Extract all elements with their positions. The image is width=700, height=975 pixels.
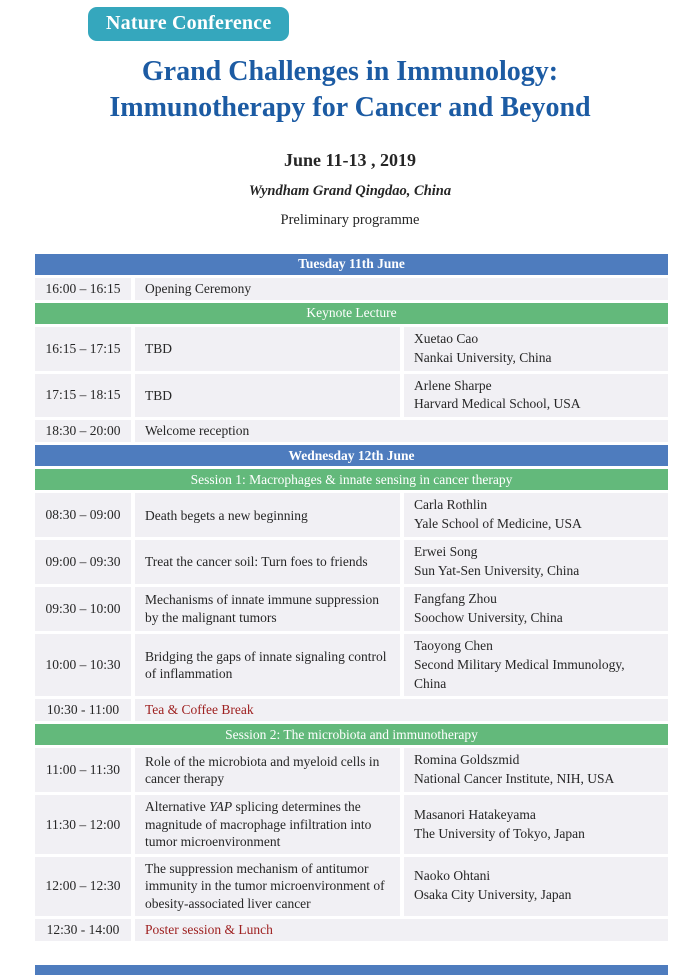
time-cell: 09:00 – 09:30 bbox=[35, 540, 131, 584]
schedule-row-talk bbox=[35, 857, 668, 916]
speaker-name: Romina Goldszmid bbox=[414, 752, 520, 768]
speaker-cell bbox=[404, 634, 668, 697]
speaker-cell bbox=[404, 374, 668, 418]
schedule-row-poster-session-lunch bbox=[35, 919, 668, 941]
page-title bbox=[0, 54, 700, 127]
page-title-line-1: Grand Challenges in Immunology: bbox=[141, 56, 559, 87]
schedule-row-talk bbox=[35, 795, 668, 854]
speaker-affiliation: National Cancer Institute, NIH, USA bbox=[414, 771, 615, 787]
schedule-row-keynote-2 bbox=[35, 374, 668, 418]
talk-title bbox=[145, 798, 390, 851]
talk-title-cell bbox=[135, 493, 400, 537]
talk-title-gene-name: YAP bbox=[209, 799, 233, 815]
conference-dates: June 11-13 , 2019 bbox=[283, 149, 416, 170]
event-cell bbox=[135, 278, 668, 300]
speaker-cell bbox=[404, 795, 668, 854]
time-cell: 16:15 – 17:15 bbox=[35, 327, 131, 371]
time-cell: 08:30 – 09:00 bbox=[35, 493, 131, 537]
page-title-line-2: Immunotherapy for Cancer and Beyond bbox=[109, 92, 591, 124]
talk-title: TBD bbox=[145, 387, 172, 403]
speaker-cell bbox=[404, 748, 668, 792]
speaker-name: Fangfang Zhou bbox=[414, 590, 497, 606]
speaker-cell bbox=[404, 493, 668, 537]
schedule-row-keynote-1 bbox=[35, 327, 668, 371]
schedule-row-talk bbox=[35, 587, 668, 631]
speaker-cell bbox=[404, 327, 668, 371]
talk-title-cell bbox=[135, 587, 400, 631]
session-header-keynote: Keynote Lecture bbox=[35, 303, 668, 324]
speaker-cell bbox=[404, 857, 668, 916]
event-cell bbox=[135, 919, 668, 941]
speaker-name: Masanori Hatakeyama bbox=[414, 806, 536, 822]
talk-title: Bridging the gaps of innate signaling control of inflammation bbox=[145, 648, 387, 682]
speaker-affiliation: Sun Yat-Sen University, China bbox=[414, 563, 580, 579]
event-cell bbox=[135, 420, 668, 442]
time-cell: 18:30 – 20:00 bbox=[35, 420, 131, 442]
talk-title: Treat the cancer soil: Turn foes to friends bbox=[145, 554, 368, 570]
conference-badge: Nature Conference bbox=[88, 7, 289, 41]
speaker-name: Arlene Sharpe bbox=[414, 377, 492, 393]
time-cell: 17:15 – 18:15 bbox=[35, 374, 131, 418]
event-cell bbox=[135, 699, 668, 721]
speaker-name: Naoko Ohtani bbox=[414, 868, 491, 884]
speaker-affiliation: The University of Tokyo, Japan bbox=[414, 825, 585, 841]
talk-title-cell bbox=[135, 327, 400, 371]
talk-title-cell bbox=[135, 540, 400, 584]
speaker-name: Xuetao Cao bbox=[414, 330, 479, 346]
talk-title: Role of the microbiota and myeloid cells in cancer therapy bbox=[145, 753, 380, 787]
talk-title-cell bbox=[135, 857, 400, 916]
speaker-affiliation: Yale School of Medicine, USA bbox=[414, 516, 582, 532]
talk-title-cell bbox=[135, 634, 400, 697]
programme-note: Preliminary programme bbox=[280, 211, 420, 228]
schedule-row-tea-coffee-break bbox=[35, 699, 668, 721]
time-cell: 11:30 – 12:00 bbox=[35, 795, 131, 854]
time-cell: 12:30 - 14:00 bbox=[35, 919, 131, 941]
talk-title-cell bbox=[135, 374, 400, 418]
next-day-header-partial bbox=[35, 965, 668, 975]
speaker-cell bbox=[404, 587, 668, 631]
speaker-cell bbox=[404, 540, 668, 584]
time-cell: 09:30 – 10:00 bbox=[35, 587, 131, 631]
speaker-affiliation: Soochow University, China bbox=[414, 609, 563, 625]
time-cell: 11:00 – 11:30 bbox=[35, 748, 131, 792]
talk-title: The suppression mechanism of antitumor immunity in the tumor microenvironment of obesity-associated liver cancer bbox=[145, 860, 385, 911]
schedule-row-welcome-reception bbox=[35, 420, 668, 442]
day-header-wednesday: Wednesday 12th June bbox=[35, 445, 668, 466]
talk-title: Death begets a new beginning bbox=[145, 507, 308, 523]
time-cell: 12:00 – 12:30 bbox=[35, 857, 131, 916]
event-label: Welcome reception bbox=[145, 423, 250, 439]
time-cell: 10:00 – 10:30 bbox=[35, 634, 131, 697]
speaker-affiliation: Harvard Medical School, USA bbox=[414, 396, 581, 412]
time-cell: 10:30 - 11:00 bbox=[35, 699, 131, 721]
speaker-name: Erwei Song bbox=[414, 544, 478, 560]
talk-title: Mechanisms of innate immune suppression by the malignant tumors bbox=[145, 592, 379, 625]
conference-venue: Wyndham Grand Qingdao, China bbox=[248, 182, 452, 199]
schedule-row-talk bbox=[35, 493, 668, 537]
schedule-row-talk bbox=[35, 540, 668, 584]
break-label: Tea & Coffee Break bbox=[145, 702, 254, 718]
schedule-row-talk bbox=[35, 634, 668, 697]
time-cell: 16:00 – 16:15 bbox=[35, 278, 131, 300]
event-label: Opening Ceremony bbox=[145, 280, 252, 296]
talk-title-post: splicing determines the magnitude of macrophage infiltration into tumor microenvironment bbox=[145, 799, 372, 850]
talk-title-cell bbox=[135, 748, 400, 792]
session-header-session-1: Session 1: Macrophages & innate sensing in cancer therapy bbox=[35, 469, 668, 490]
speaker-affiliation: Osaka City University, Japan bbox=[414, 887, 572, 903]
talk-title-pre: Alternative bbox=[145, 799, 210, 815]
programme-table bbox=[35, 254, 668, 975]
speaker-name: Taoyong Chen bbox=[414, 637, 493, 653]
schedule-row-opening-ceremony bbox=[35, 278, 668, 300]
talk-title-cell bbox=[135, 795, 400, 854]
break-label: Poster session & Lunch bbox=[145, 921, 273, 937]
speaker-name: Carla Rothlin bbox=[414, 497, 488, 513]
speaker-affiliation: Nankai University, China bbox=[414, 349, 552, 365]
talk-title: TBD bbox=[145, 340, 172, 356]
speaker-affiliation: Second Military Medical Immunology, China bbox=[414, 656, 625, 691]
day-header-tuesday: Tuesday 11th June bbox=[35, 254, 668, 275]
schedule-row-talk bbox=[35, 748, 668, 792]
session-header-session-2: Session 2: The microbiota and immunotherapy bbox=[35, 724, 668, 745]
